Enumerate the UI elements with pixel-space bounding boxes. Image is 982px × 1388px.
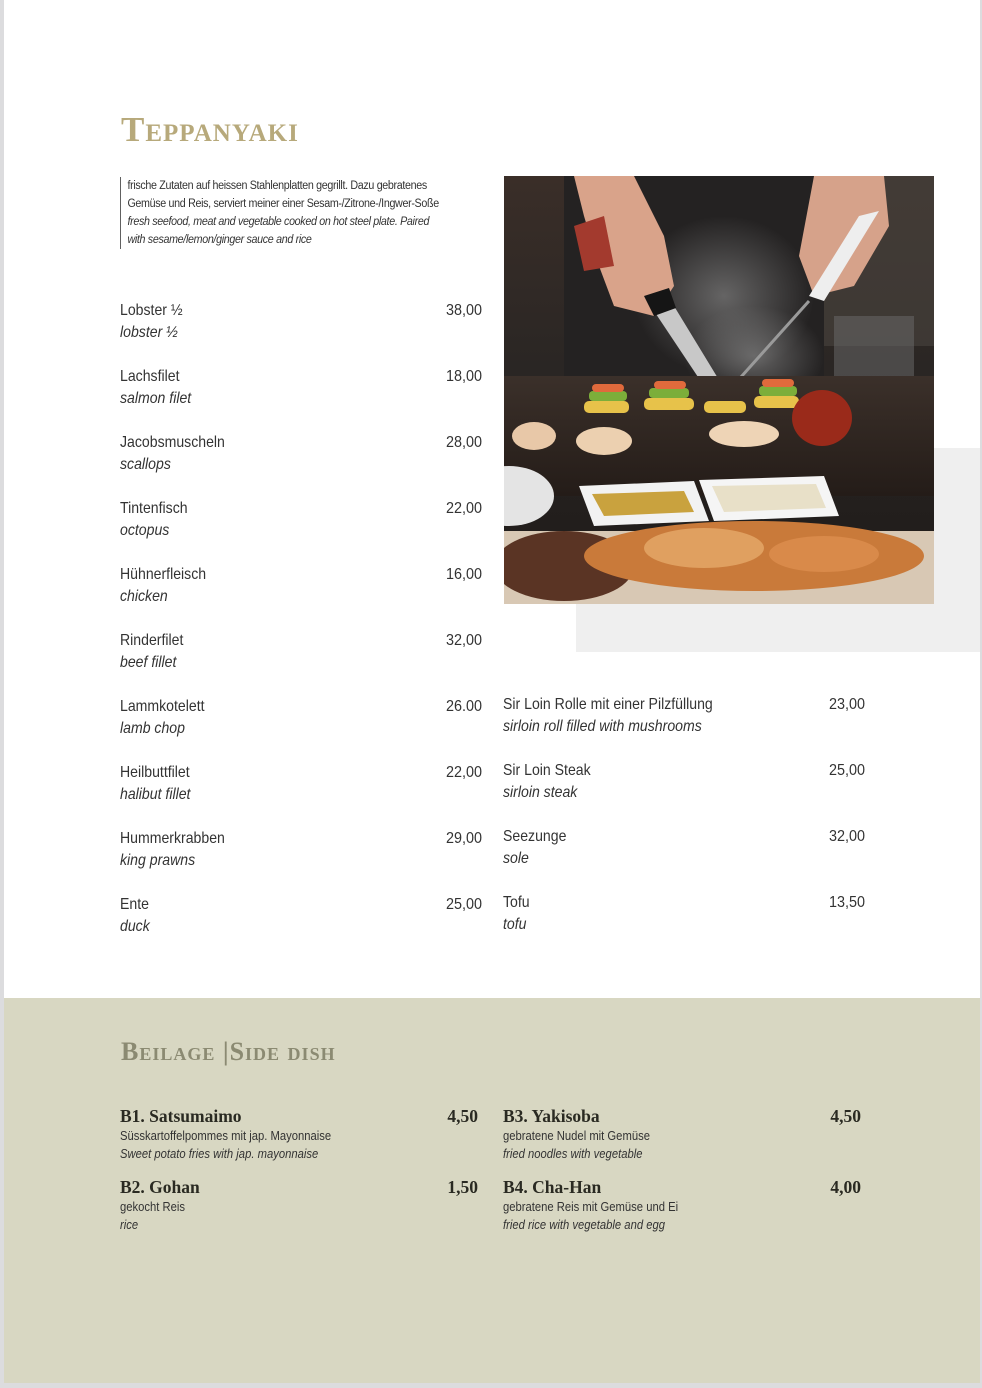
item-name-english: lamb chop <box>120 720 185 737</box>
item-name-german: Seezunge <box>503 828 567 845</box>
item-price: 32,00 <box>445 632 482 649</box>
section-intro <box>120 177 464 249</box>
menu-item <box>120 366 482 432</box>
item-price: 25,00 <box>445 896 482 913</box>
item-name-german: Tofu <box>503 894 530 911</box>
item-name-english: sirloin steak <box>503 784 578 801</box>
item-price: 23,00 <box>828 696 865 713</box>
item-name-english: sirloin roll filled with mushrooms <box>503 718 702 735</box>
menu-item <box>503 760 865 826</box>
teppanyaki-photo <box>504 176 934 604</box>
menu-item <box>120 564 482 630</box>
menu-item <box>120 498 482 564</box>
item-name-german: Lachsfilet <box>120 368 180 385</box>
side-dish-right-column <box>503 1105 861 1247</box>
item-price: 38,00 <box>445 302 482 319</box>
item-name-english: lobster ½ <box>120 324 178 341</box>
side-dish-desc-english: fried rice with vegetable and egg <box>503 1218 665 1232</box>
teppanyaki-right-column <box>503 694 865 958</box>
intro-english-line-1: fresh seefood, meat and vegetable cooked on hot steel plate. Paired <box>127 216 430 228</box>
item-name-german: Lobster ½ <box>120 302 183 319</box>
item-price: 22,00 <box>445 500 482 517</box>
item-name-german: Ente <box>120 896 149 913</box>
item-name-english: salmon filet <box>120 390 192 407</box>
item-name-english: beef fillet <box>120 654 177 671</box>
side-dish-desc-german: gekocht Reis <box>120 1200 186 1214</box>
item-name-english: halibut fillet <box>120 786 191 803</box>
menu-item <box>120 696 482 762</box>
side-dish-price: 4,00 <box>830 1177 861 1197</box>
item-price: 22,00 <box>445 764 482 781</box>
side-dish-desc-english: rice <box>120 1218 139 1232</box>
item-price: 26.00 <box>445 698 482 715</box>
item-price: 16,00 <box>445 566 482 583</box>
item-price: 28,00 <box>445 434 482 451</box>
side-dish-desc-english: fried noodles with vegetable <box>503 1147 643 1161</box>
item-price: 18,00 <box>445 368 482 385</box>
side-dish-desc-german: gebratene Reis mit Gemüse und Ei <box>503 1200 679 1214</box>
intro-english-line-2: with sesame/lemon/ginger sauce and rice <box>127 234 312 246</box>
item-name-german: Hummerkrabben <box>120 830 225 847</box>
intro-german-line-2: Gemüse und Reis, serviert meiner einer Sesam-/Zitrone-/Ingwer-Soße <box>127 198 439 210</box>
side-dish-price: 1,50 <box>447 1177 478 1197</box>
side-dish-left-column <box>120 1105 478 1247</box>
item-name-german: Hühnerfleisch <box>120 566 207 583</box>
item-price: 29,00 <box>445 830 482 847</box>
menu-item <box>120 762 482 828</box>
side-dish-desc-german: gebratene Nudel mit Gemüse <box>503 1129 650 1143</box>
item-name-german: Jacobsmuscheln <box>120 434 225 451</box>
item-price: 32,00 <box>828 828 865 845</box>
item-name-german: Rinderfilet <box>120 632 184 649</box>
intro-german-line-1: frische Zutaten auf heissen Stahlenplatten gegrillt. Dazu gebratenes <box>127 180 427 192</box>
item-name-german: Heilbuttfilet <box>120 764 190 781</box>
item-name-german: Lammkotelett <box>120 698 205 715</box>
menu-page <box>4 0 980 1383</box>
side-dish-item <box>120 1105 478 1176</box>
menu-item <box>120 828 482 894</box>
item-price: 25,00 <box>828 762 865 779</box>
menu-item <box>120 432 482 498</box>
menu-item <box>120 630 482 696</box>
menu-item <box>503 826 865 892</box>
side-dish-desc-german: Süsskartoffelpommes mit jap. Mayonnaise <box>120 1129 332 1143</box>
menu-item <box>503 892 865 958</box>
item-name-english: octopus <box>120 522 170 539</box>
side-dish-name: B2. Gohan <box>120 1177 200 1197</box>
item-name-german: Sir Loin Steak <box>503 762 591 779</box>
side-dish-name: B1. Satsumaimo <box>120 1106 242 1126</box>
item-name-english: scallops <box>120 456 171 473</box>
item-name-english: duck <box>120 918 150 935</box>
side-dish-section <box>4 998 980 1383</box>
side-dish-item <box>503 1105 861 1176</box>
item-name-english: tofu <box>503 916 527 933</box>
teppanyaki-left-column <box>120 300 482 960</box>
menu-item <box>503 694 865 760</box>
menu-item <box>120 894 482 960</box>
side-dish-name: B3. Yakisoba <box>503 1106 600 1126</box>
side-dish-item <box>120 1176 478 1247</box>
section-title-side-dish: Beilage |Side dish <box>121 1037 336 1066</box>
item-name-english: chicken <box>120 588 168 605</box>
section-title-teppanyaki: Teppanyaki <box>121 110 299 149</box>
item-price: 13,50 <box>828 894 865 911</box>
side-dish-desc-english: Sweet potato fries with jap. mayonnaise <box>120 1147 319 1161</box>
side-dish-name: B4. Cha-Han <box>503 1177 602 1197</box>
menu-item <box>120 300 482 366</box>
item-name-english: sole <box>503 850 529 867</box>
item-name-english: king prawns <box>120 852 196 869</box>
item-name-german: Sir Loin Rolle mit einer Pilzfüllung <box>503 696 713 713</box>
side-dish-item <box>503 1176 861 1247</box>
side-dish-price: 4,50 <box>447 1106 478 1126</box>
item-name-german: Tintenfisch <box>120 500 188 517</box>
side-dish-price: 4,50 <box>830 1106 861 1126</box>
